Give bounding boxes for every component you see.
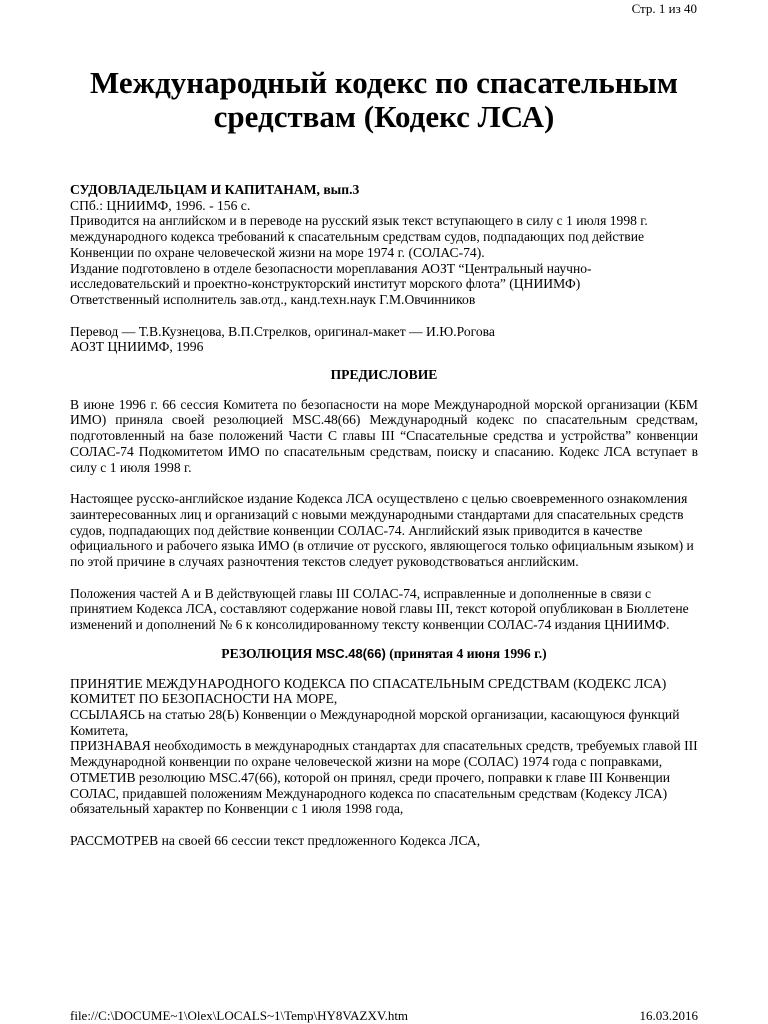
publisher: АОЗТ ЦНИИМФ, 1996 — [70, 339, 204, 355]
responsible-editor: Ответственный исполнитель зав.отд., канд.техн.наук Г.М.Овчинников — [70, 291, 476, 307]
resolution-heading — [70, 646, 698, 662]
resolution-noting: ОТМЕТИВ резолюцию MSC.47(66), которой он принял, среди прочего, поправки к главе III Конвенции СОЛАС, придавшей положениям Международного кодекса по спасательным средствам (Кодексу ЛСА) обязательный характер по Конвенции с 1 июля 1998 года, — [70, 769, 671, 817]
preface-paragraph-2: Настоящее русско-английское издание Кодекса ЛСА осуществлено с целью своевременного ознакомления заинтересованных лиц и организаций с новыми международными стандартами для спасательных средств судов, подпадающих под действие конвенции СОЛАС-74. Английский язык приводится в качестве официального и рабочего языка ИМО (в отличие от русского, являющегося только официальным языком) и по этой причине в случаях разночтения текстов следует руководствоваться английским. — [70, 491, 694, 570]
page-number: Стр. 1 из 40 — [631, 1, 697, 16]
resolution-number: MSC.48(66) — [315, 645, 386, 661]
resolution-recognizing: ПРИЗНАВАЯ необходимость в международных стандартах для спасательных средств, требуемых главой III Международной конвенции по охране человеческой жизни на море (СОЛАС) 1974 года с поправками, — [70, 738, 698, 770]
footer-date: 16.03.2016 — [639, 1008, 698, 1023]
title-line-1: Международный кодекс по спасательным — [90, 65, 678, 100]
translation-credits: Перевод — Т.В.Кузнецова, В.П.Стрелков, оригинал-макет — И.Ю.Рогова — [70, 323, 495, 339]
resolution-date: (принятая 4 июня 1996 г.) — [389, 645, 547, 661]
preface-paragraph-1: В июне 1996 г. 66 сессия Комитета по безопасности на море Международной морской организации (КБМ ИМО) приняла своей резолюцией MSC.48(66) Международный кодекс по спасательным средствам, подготовленный на базе положений Части С главы III “Спасательные средства и устройства” конвенции СОЛАС-74 Подкомитетом ИМО по спасательным средствам, поиску и спасанию. Кодекс ЛСА вступает в силу с 1 июля 1998 г. — [70, 396, 698, 475]
series-title: СУДОВЛАДЕЛЬЦАМ И КАПИТАНАМ, вып.3 — [70, 182, 360, 197]
document-body — [70, 182, 698, 849]
description: Приводится на английском и в переводе на русский язык текст вступающего в силу с 1 июля 1998 г. международного кодекса требований к спасательным средствам судов, подпадающих под действие Конвенции по охране человеческой жизни на море 1974 г. (СОЛАС-74). — [70, 213, 648, 260]
preface-paragraph-3: Положения частей А и В действующей главы III СОЛАС-74, исправленные и дополненные в связи с принятием Кодекса ЛСА, составляют содержание новой главы III, текст которой опубликован в Бюллетене изменений и дополнений № 6 к консолидированному тексту конвенции СОЛАС-74 издания ЦНИИМФ. — [70, 585, 689, 633]
prepared-by: Издание подготовлено в отделе безопасности мореплавания АОЗТ “Центральный научно-исследовательский и проектно-конструкторский институт морского флота” (ЦНИИМФ) — [70, 260, 592, 292]
footer-file-path: file://C:\DOCUME~1\Olex\LOCALS~1\Temp\HY8VAZXV.htm — [70, 1008, 409, 1023]
resolution-committee: КОМИТЕТ ПО БЕЗОПАСНОСТИ НА МОРЕ, — [70, 691, 338, 707]
document-title — [70, 66, 698, 134]
title-line-2: средствам (Кодекс ЛСА) — [213, 99, 555, 134]
preface-heading: ПРЕДИСЛОВИЕ — [330, 367, 438, 383]
resolution-considering: РАССМОТРЕВ на своей 66 сессии текст предложенного Кодекса ЛСА, — [70, 832, 481, 848]
resolution-label: РЕЗОЛЮЦИЯ — [221, 645, 313, 661]
resolution-recalling: ССЫЛАЯСЬ на статью 28(Ь) Конвенции о Международной морской организации, касающуюся функций Комитета, — [70, 706, 680, 738]
resolution-title: ПРИНЯТИЕ МЕЖДУНАРОДНОГО КОДЕКСА ПО СПАСАТЕЛЬНЫМ СРЕДСТВАМ (КОДЕКС ЛСА) — [70, 675, 667, 691]
imprint: СПб.: ЦНИИМФ, 1996. - 156 с. — [70, 197, 251, 213]
